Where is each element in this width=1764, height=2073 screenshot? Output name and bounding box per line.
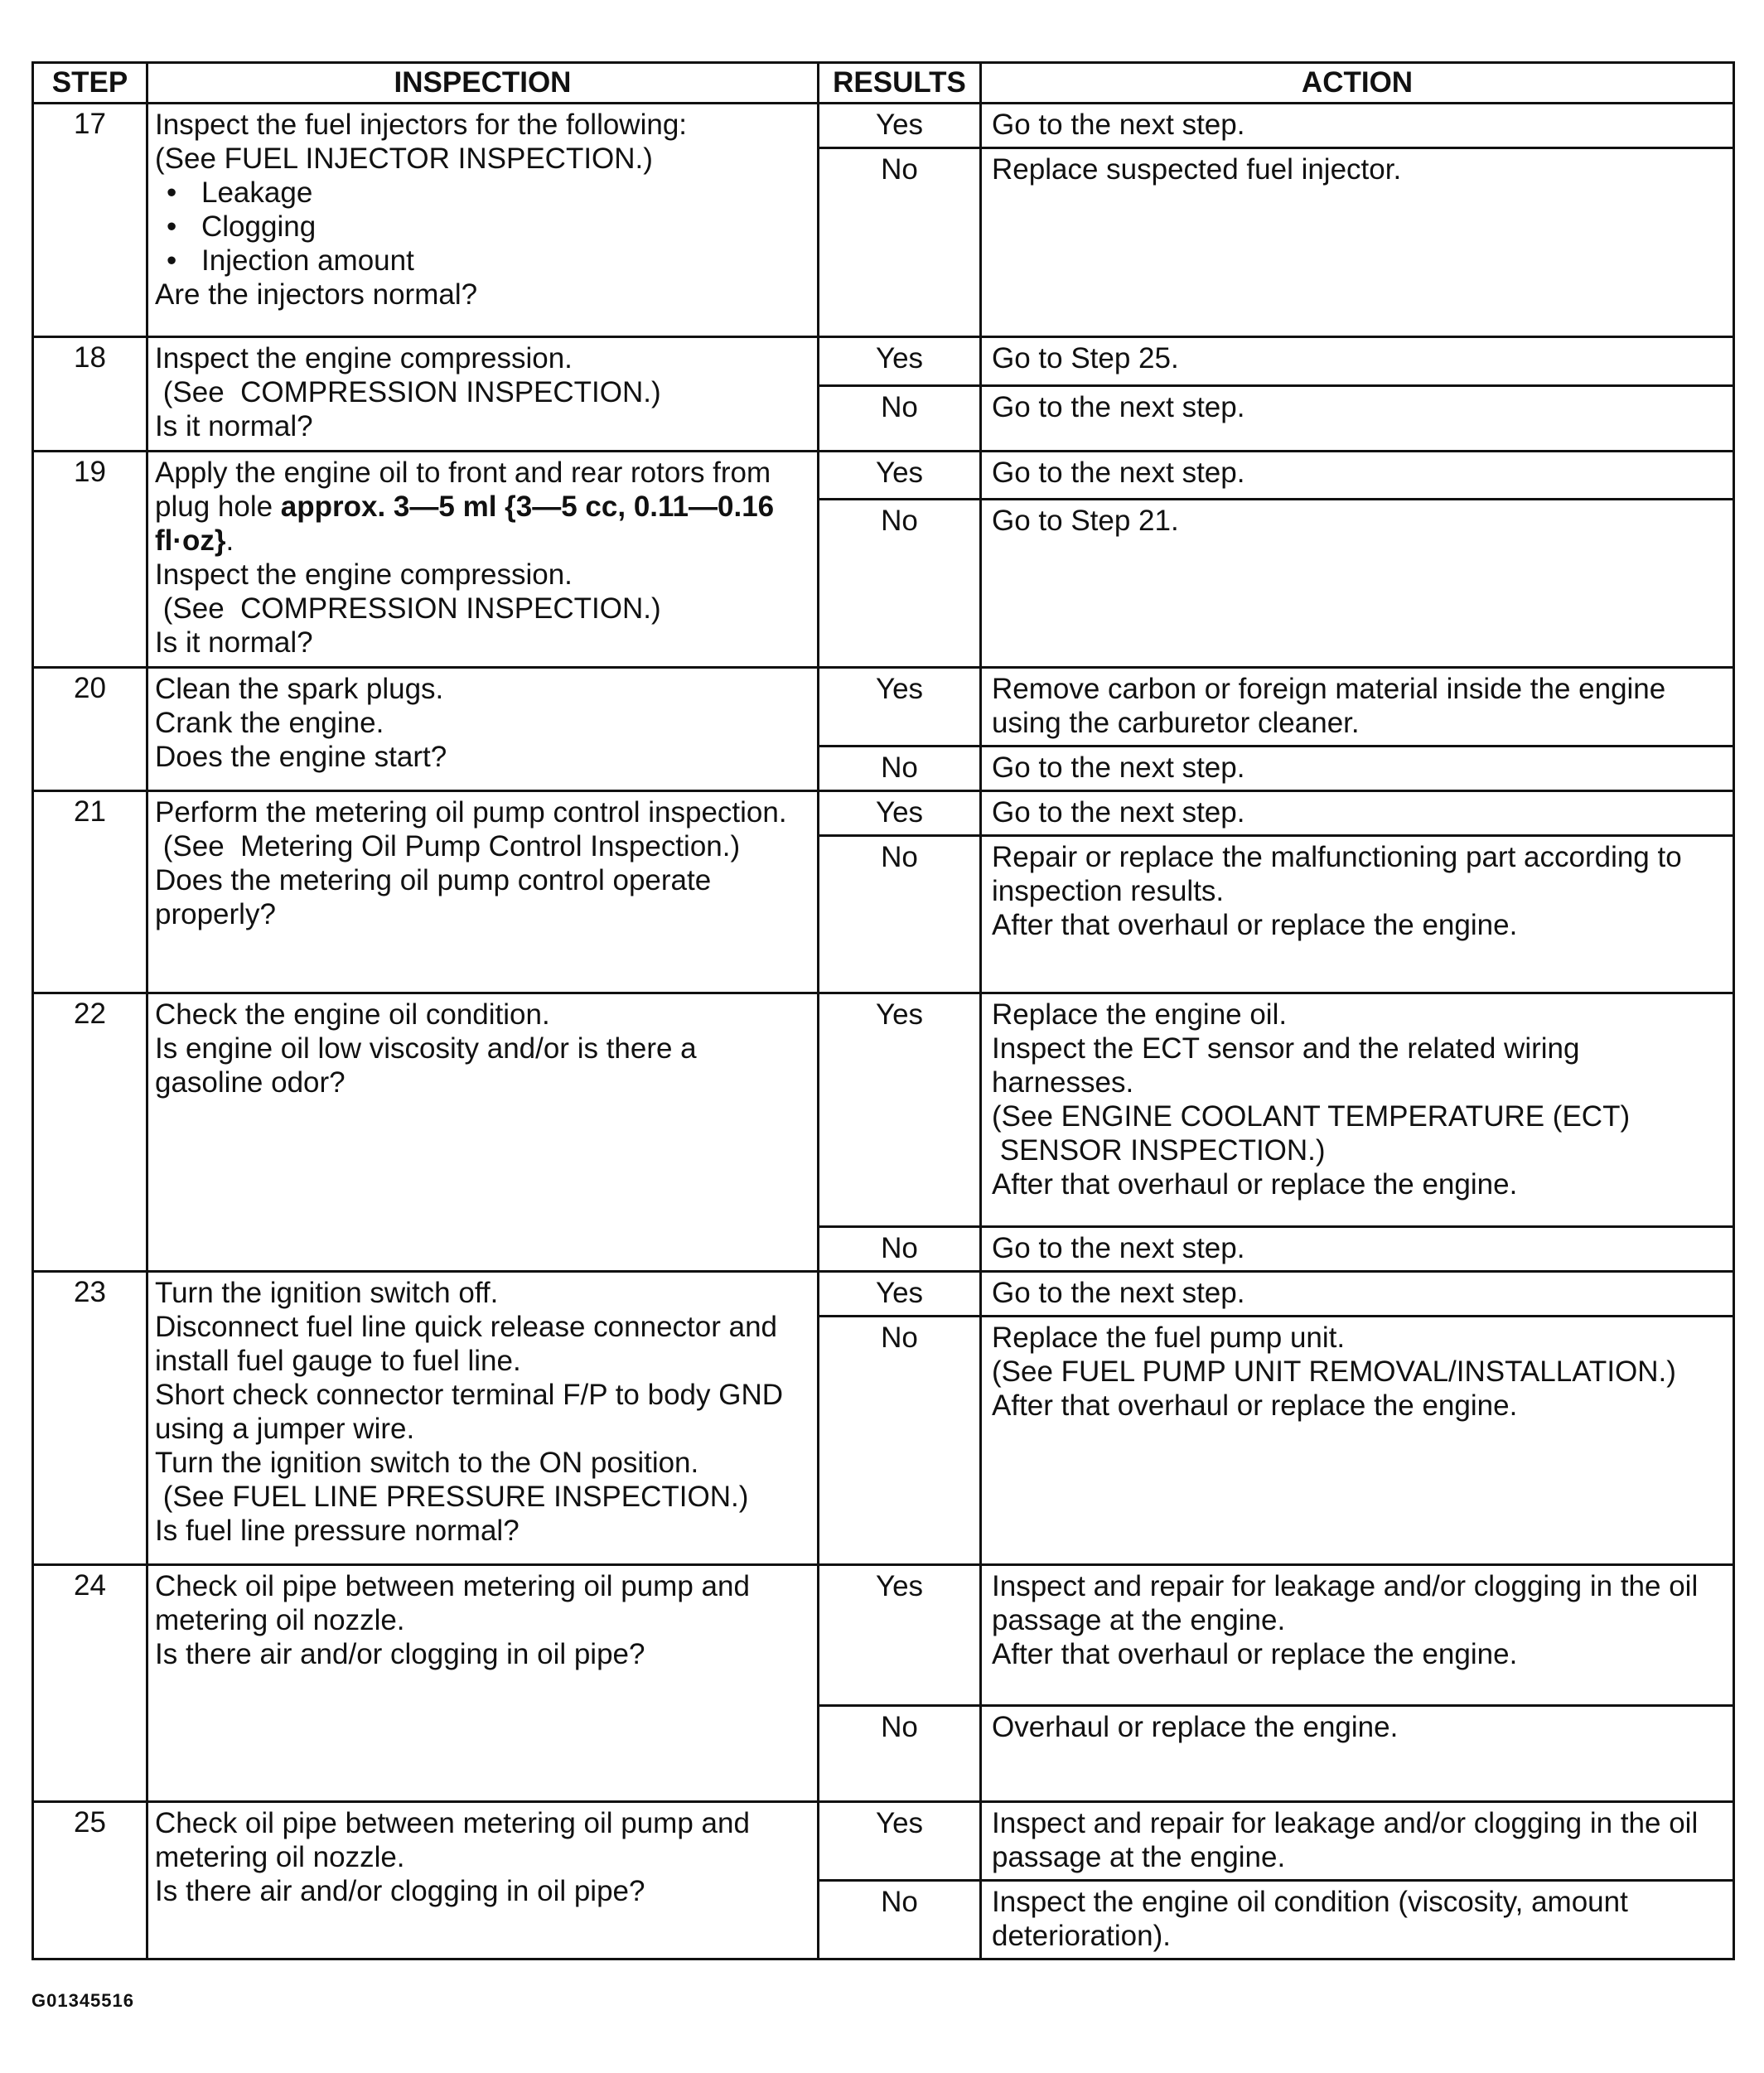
table-row bbox=[33, 668, 1734, 747]
inspection-line bbox=[155, 456, 810, 558]
inspection-cell bbox=[147, 104, 819, 337]
action-line: After that overhaul or replace the engine. bbox=[992, 1389, 1518, 1422]
step-number: 22 bbox=[33, 993, 147, 1272]
inspection-line: Is fuel line pressure normal? bbox=[155, 1515, 520, 1547]
inspection-line: Is there air and/or clogging in oil pipe? bbox=[155, 1875, 645, 1907]
action-no bbox=[981, 499, 1734, 667]
inspection-line: Disconnect fuel line quick release connector and install fuel gauge to fuel line. bbox=[155, 1311, 785, 1377]
inspection-line: Short check connector terminal F/P to body GND using a jumper wire. bbox=[155, 1379, 791, 1445]
inspection-line: Inspect the fuel injectors for the following: bbox=[155, 109, 688, 141]
inspection-cell bbox=[147, 993, 819, 1272]
result-yes: Yes bbox=[819, 452, 981, 500]
result-yes: Yes bbox=[819, 1802, 981, 1881]
inspection-text: Apply the engine oil to front and rear rotors from plug hole bbox=[155, 457, 779, 523]
action-no bbox=[981, 1317, 1734, 1565]
result-no: No bbox=[819, 499, 981, 667]
inspection-line: (See Metering Oil Pump Control Inspection.) bbox=[155, 830, 741, 863]
step-number: 19 bbox=[33, 452, 147, 668]
action-line: (See FUEL PUMP UNIT REMOVAL/INSTALLATION.) bbox=[992, 1355, 1676, 1388]
inspection-line: Perform the metering oil pump control inspection. bbox=[155, 796, 787, 829]
inspection-line: Does the metering oil pump control operate properly? bbox=[155, 864, 719, 930]
action-line: Go to Step 25. bbox=[992, 342, 1179, 374]
bullet-icon: • bbox=[167, 176, 177, 209]
action-line: Go to the next step. bbox=[992, 109, 1245, 141]
inspection-cell bbox=[147, 452, 819, 668]
inspection-line: Check the engine oil condition. bbox=[155, 998, 550, 1031]
action-line: Replace the fuel pump unit. bbox=[992, 1322, 1346, 1354]
action-line: Inspect and repair for leakage and/or clogging in the oil passage at the engine. bbox=[992, 1807, 1706, 1873]
action-no bbox=[981, 836, 1734, 993]
action-line: Go to the next step. bbox=[992, 796, 1245, 829]
table-body bbox=[33, 104, 1734, 1959]
inspection-line: Clean the spark plugs. bbox=[155, 673, 444, 705]
action-yes bbox=[981, 452, 1734, 500]
header-inspection: INSPECTION bbox=[147, 63, 819, 104]
result-no: No bbox=[819, 1317, 981, 1565]
result-yes: Yes bbox=[819, 104, 981, 148]
action-line: After that overhaul or replace the engine. bbox=[992, 909, 1518, 941]
action-line: Inspect and repair for leakage and/or clogging in the oil passage at the engine. bbox=[992, 1570, 1706, 1636]
step-number: 17 bbox=[33, 104, 147, 337]
bullet-text: Clogging bbox=[201, 210, 317, 243]
action-line: After that overhaul or replace the engine. bbox=[992, 1168, 1518, 1201]
action-no bbox=[981, 1881, 1734, 1959]
inspection-line: (See COMPRESSION INSPECTION.) bbox=[155, 376, 661, 408]
action-yes bbox=[981, 337, 1734, 386]
action-line: Overhaul or replace the engine. bbox=[992, 1711, 1399, 1743]
result-no: No bbox=[819, 148, 981, 337]
result-no: No bbox=[819, 1227, 981, 1272]
inspection-line: (See FUEL LINE PRESSURE INSPECTION.) bbox=[155, 1481, 749, 1513]
inspection-line: Turn the ignition switch off. bbox=[155, 1277, 499, 1309]
bullet-text: Leakage bbox=[201, 176, 313, 209]
step-number: 21 bbox=[33, 791, 147, 993]
action-yes bbox=[981, 1272, 1734, 1317]
action-line: Repair or replace the malfunctioning part according to inspection results. bbox=[992, 841, 1690, 907]
action-line: Go to the next step. bbox=[992, 751, 1245, 784]
header-action: ACTION bbox=[981, 63, 1734, 104]
inspection-cell bbox=[147, 1565, 819, 1802]
action-line: Go to the next step. bbox=[992, 1232, 1245, 1264]
inspection-bullet bbox=[155, 244, 810, 278]
inspection-cell bbox=[147, 791, 819, 993]
result-no: No bbox=[819, 1881, 981, 1959]
inspection-line: Crank the engine. bbox=[155, 707, 384, 739]
result-yes: Yes bbox=[819, 1272, 981, 1317]
inspection-line: Is there air and/or clogging in oil pipe? bbox=[155, 1638, 645, 1670]
action-no bbox=[981, 148, 1734, 337]
inspection-line: (See FUEL INJECTOR INSPECTION.) bbox=[155, 143, 653, 175]
inspection-cell bbox=[147, 1802, 819, 1959]
table-row bbox=[33, 104, 1734, 148]
result-yes: Yes bbox=[819, 337, 981, 386]
inspection-cell bbox=[147, 1272, 819, 1565]
action-yes bbox=[981, 1802, 1734, 1881]
table-row bbox=[33, 1802, 1734, 1881]
troubleshooting-table bbox=[31, 61, 1735, 1960]
header-results: RESULTS bbox=[819, 63, 981, 104]
inspection-line: Is it normal? bbox=[155, 626, 313, 659]
action-yes bbox=[981, 993, 1734, 1227]
action-line: Inspect the engine oil condition (viscosity, amount deterioration). bbox=[992, 1886, 1636, 1952]
action-line: Go to the next step. bbox=[992, 391, 1245, 424]
inspection-line: Turn the ignition switch to the ON position. bbox=[155, 1447, 699, 1479]
header-row bbox=[33, 63, 1734, 104]
inspection-line: Is it normal? bbox=[155, 410, 313, 442]
table-row bbox=[33, 1565, 1734, 1706]
action-line: Go to the next step. bbox=[992, 457, 1245, 489]
bullet-icon: • bbox=[167, 210, 177, 243]
action-no bbox=[981, 1227, 1734, 1272]
inspection-line: (See COMPRESSION INSPECTION.) bbox=[155, 592, 661, 625]
action-yes bbox=[981, 104, 1734, 148]
bullet-icon: • bbox=[167, 244, 177, 277]
action-line: SENSOR INSPECTION.) bbox=[992, 1134, 1326, 1167]
result-yes: Yes bbox=[819, 791, 981, 836]
step-number: 20 bbox=[33, 668, 147, 791]
inspection-bold-spec: approx. 3—5 ml {3—5 cc, 0.11—0.16 fl·oz} bbox=[155, 490, 782, 557]
figure-id: G01345516 bbox=[31, 1990, 134, 2011]
action-line: Replace the engine oil. bbox=[992, 998, 1288, 1031]
header-step: STEP bbox=[33, 63, 147, 104]
action-yes bbox=[981, 791, 1734, 836]
step-number: 23 bbox=[33, 1272, 147, 1565]
result-yes: Yes bbox=[819, 993, 981, 1227]
inspection-line: Are the injectors normal? bbox=[155, 278, 478, 311]
action-yes bbox=[981, 668, 1734, 747]
action-yes bbox=[981, 1565, 1734, 1706]
result-no: No bbox=[819, 1706, 981, 1802]
inspection-line: Inspect the engine compression. bbox=[155, 342, 573, 374]
action-no bbox=[981, 386, 1734, 452]
inspection-cell bbox=[147, 668, 819, 791]
result-yes: Yes bbox=[819, 1565, 981, 1706]
inspection-text: . bbox=[225, 524, 234, 557]
inspection-line: Check oil pipe between metering oil pump and metering oil nozzle. bbox=[155, 1570, 758, 1636]
action-line: After that overhaul or replace the engine. bbox=[992, 1638, 1518, 1670]
action-line: Replace suspected fuel injector. bbox=[992, 153, 1402, 186]
step-number: 25 bbox=[33, 1802, 147, 1959]
bullet-text: Injection amount bbox=[201, 244, 414, 277]
inspection-line: Does the engine start? bbox=[155, 741, 447, 773]
table-row bbox=[33, 337, 1734, 386]
inspection-cell bbox=[147, 337, 819, 452]
table-row bbox=[33, 791, 1734, 836]
inspection-bullet bbox=[155, 176, 810, 210]
action-no bbox=[981, 1706, 1734, 1802]
action-line: Inspect the ECT sensor and the related wiring harnesses. bbox=[992, 1032, 1588, 1099]
result-yes: Yes bbox=[819, 668, 981, 747]
inspection-bullet bbox=[155, 210, 810, 244]
table-row bbox=[33, 993, 1734, 1227]
result-no: No bbox=[819, 386, 981, 452]
result-no: No bbox=[819, 747, 981, 791]
inspection-line: Inspect the engine compression. bbox=[155, 558, 573, 591]
action-line: Go to Step 21. bbox=[992, 504, 1179, 537]
step-number: 24 bbox=[33, 1565, 147, 1802]
action-line: Remove carbon or foreign material inside the engine using the carburetor cleaner. bbox=[992, 673, 1674, 739]
table-row bbox=[33, 1272, 1734, 1317]
result-no: No bbox=[819, 836, 981, 993]
inspection-line: Check oil pipe between metering oil pump and metering oil nozzle. bbox=[155, 1807, 758, 1873]
inspection-line: Is engine oil low viscosity and/or is there a gasoline odor? bbox=[155, 1032, 705, 1099]
action-line: (See ENGINE COOLANT TEMPERATURE (ECT) bbox=[992, 1100, 1631, 1133]
step-number: 18 bbox=[33, 337, 147, 452]
action-line: Go to the next step. bbox=[992, 1277, 1245, 1309]
action-no bbox=[981, 747, 1734, 791]
table-row bbox=[33, 452, 1734, 500]
